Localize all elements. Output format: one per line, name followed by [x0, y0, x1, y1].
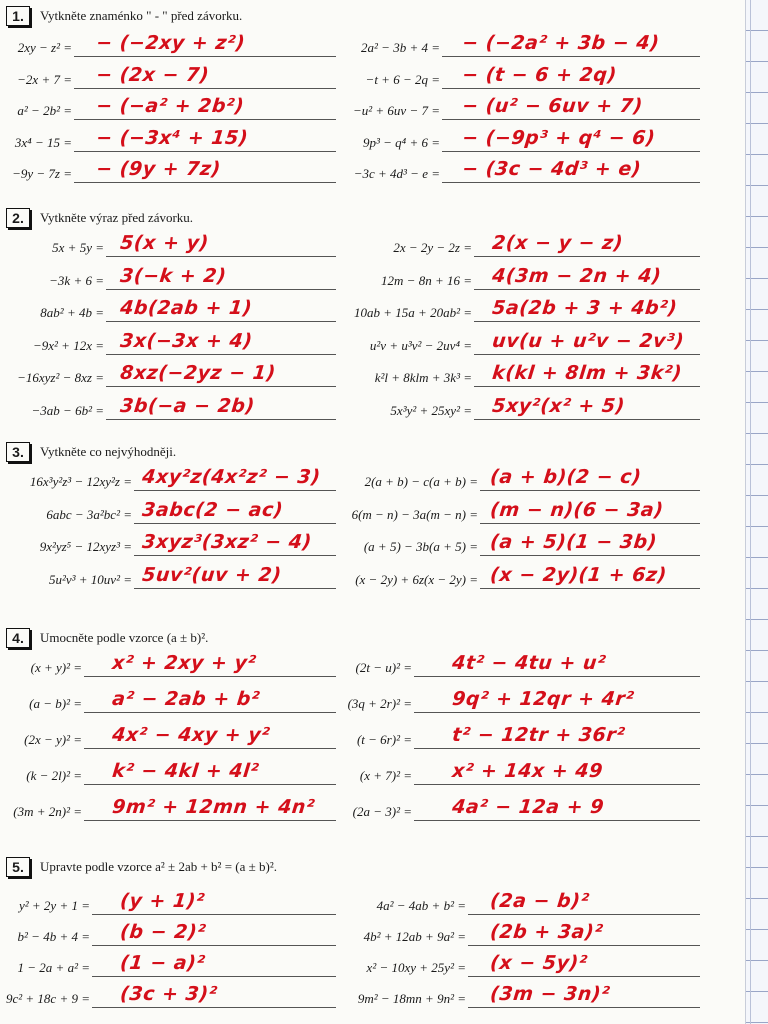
handwritten-answer: uv(u + u²v − 2v³)	[491, 329, 686, 352]
exercise-expression: 5x³y² + 25xy² =	[390, 402, 472, 418]
exercise-row	[0, 299, 745, 329]
exercise-expression: 5u²v³ + 10uv² =	[48, 571, 132, 587]
handwritten-answer: − (3c − 4d³ + e)	[461, 158, 643, 180]
exercise-row	[0, 364, 745, 394]
section-number: 4.	[6, 628, 30, 648]
exercise-expression: (x + 7)² =	[359, 768, 412, 783]
exercise-expression: 2xy − z² =	[17, 40, 72, 55]
handwritten-answer: − (t − 6 + 2q)	[461, 63, 618, 86]
exercise-expression: 6(m − n) − 3a(m − n) =	[351, 506, 478, 522]
exercise-row	[0, 264, 745, 297]
handwritten-answer: 9q² + 12qr + 4r²	[451, 688, 636, 710]
handwritten-answer: 3x(−3x + 4)	[119, 329, 254, 352]
exercise-row	[0, 892, 745, 922]
exercise-expression: (2a − 3)² =	[352, 804, 412, 819]
exercise-row	[0, 126, 745, 159]
handwritten-answer: 4t² − 4tu + u²	[451, 652, 608, 674]
section-number: 1.	[6, 6, 30, 26]
exercise-expression: −9x² + 12x =	[32, 337, 104, 353]
exercise-expression: a² − 2b² =	[17, 103, 72, 118]
section-header	[6, 857, 277, 877]
exercise-expression: (a − b)² =	[29, 696, 82, 711]
handwritten-answer: − (9y + 7z)	[95, 158, 222, 180]
exercise-row	[0, 329, 745, 362]
exercise-row	[0, 533, 745, 563]
exercise-expression: 9x²yz⁵ − 12xyz³ =	[39, 539, 132, 554]
handwritten-answer: 3xyz³(3xz² − 4)	[141, 531, 313, 553]
handwritten-answer: x² + 14x + 49	[451, 760, 604, 782]
exercise-expression: −3k + 6 =	[49, 272, 104, 288]
exercise-expression: (t − 6r)² =	[356, 732, 412, 747]
handwritten-answer: 3(−k + 2)	[119, 264, 228, 287]
exercise-expression: −u² + 6uv − 7 =	[352, 103, 440, 118]
exercise-expression: (2x − y)² =	[24, 732, 82, 747]
exercise-expression: y² + 2y + 1 =	[18, 898, 90, 913]
exercise-expression: −16xyz² − 8xz =	[17, 370, 104, 385]
exercise-expression: −2x + 7 =	[17, 71, 72, 87]
exercise-expression: 9m² − 18mn + 9n² =	[357, 991, 466, 1006]
exercise-expression: (x + y)² =	[30, 660, 82, 675]
exercise-expression: 10ab + 15a + 20ab² =	[354, 305, 472, 320]
section-instruction: Vytkněte znaménko " - " před závorku.	[40, 8, 243, 23]
exercise-expression: 16x³y²z³ − 12xy²z =	[29, 474, 132, 489]
handwritten-answer: − (−2xy + z²)	[95, 32, 247, 54]
section-instruction: Upravte podle vzorce a² ± 2ab + b² = (a ± b)².	[40, 859, 277, 874]
exercise-expression: (2t − u)² =	[355, 660, 412, 675]
handwritten-answer: (1 − a)²	[119, 952, 207, 974]
handwritten-answer: 3b(−a − 2b)	[119, 394, 256, 417]
exercise-row	[0, 954, 745, 984]
exercise-expression: b² − 4b + 4 =	[17, 929, 90, 944]
handwritten-answer: − (−2a² + 3b − 4)	[461, 32, 661, 54]
handwritten-answer: 4x² − 4xy + y²	[111, 724, 272, 746]
exercise-row	[0, 690, 745, 720]
handwritten-answer: k² − 4kl + 4l²	[111, 760, 261, 782]
exercise-row	[0, 563, 745, 596]
exercise-row	[0, 798, 745, 828]
exercise-expression: 2(a + b) − c(a + b) =	[364, 474, 478, 489]
handwritten-answer: 5(x + y)	[119, 232, 210, 254]
handwritten-answer: t² − 12tr + 36r²	[451, 724, 627, 746]
exercise-expression: −t + 6 − 2q =	[365, 71, 440, 87]
exercise-row	[0, 394, 745, 427]
exercise-row	[0, 762, 745, 792]
handwritten-answer: (y + 1)²	[119, 890, 206, 912]
handwritten-answer: 5xy²(x² + 5)	[491, 394, 626, 417]
handwritten-answer: k(kl + 8lm + 3k²)	[491, 362, 684, 384]
exercise-row	[0, 63, 745, 96]
exercise-expression: 5x + 5y =	[52, 240, 104, 255]
handwritten-answer: (3m − 3n)²	[489, 983, 612, 1005]
exercise-row	[0, 985, 745, 1015]
handwritten-answer: − (u² − 6uv + 7)	[461, 95, 644, 117]
exercise-expression: 8ab² + 4b =	[40, 305, 104, 320]
handwritten-answer: (b − 2)²	[119, 921, 208, 943]
section-number: 2.	[6, 208, 30, 228]
notebook-edge	[745, 0, 768, 1024]
section-header	[6, 6, 242, 26]
handwritten-answer: (a + 5)(1 − 3b)	[489, 531, 659, 553]
handwritten-answer: 4(3m − 2n + 4)	[491, 264, 663, 287]
exercise-expression: 12m − 8n + 16 =	[381, 272, 472, 288]
handwritten-answer: (3c + 3)²	[119, 983, 219, 1005]
exercise-row	[0, 97, 745, 127]
handwritten-answer: 8xz(−2yz − 1)	[119, 362, 277, 384]
exercise-expression: 2x − 2y − 2z =	[393, 240, 472, 255]
section-instruction: Vytkněte výraz před závorku.	[40, 210, 194, 225]
exercise-expression: (k − 2l)² =	[26, 768, 82, 783]
exercise-row	[0, 498, 745, 531]
section-header	[6, 208, 193, 228]
exercise-expression: (3m + 2n)² =	[13, 804, 82, 819]
exercise-row	[0, 160, 745, 190]
handwritten-answer: − (−3x⁴ + 15)	[95, 126, 250, 149]
handwritten-answer: 4xy²z(4x²z² − 3)	[141, 466, 322, 488]
handwritten-answer: 2(x − y − z)	[491, 232, 625, 254]
exercise-expression: 3x⁴ − 15 =	[14, 134, 72, 150]
exercise-expression: u²v + u³v² − 2uv⁴ =	[369, 337, 472, 353]
handwritten-answer: 9m² + 12mn + 4n²	[111, 796, 316, 818]
handwritten-answer: (x − 2y)(1 + 6z)	[489, 563, 668, 586]
exercise-row	[0, 923, 745, 953]
section-header	[6, 628, 208, 648]
handwritten-answer: (2a − b)²	[489, 890, 591, 912]
exercise-expression: x² − 10xy + 25y² =	[366, 960, 466, 975]
exercise-expression: 6abc − 3a²bc² =	[46, 506, 132, 522]
exercise-expression: 9c² + 18c + 9 =	[5, 991, 90, 1006]
exercise-expression: 9p³ − q⁴ + 6 =	[363, 134, 440, 150]
handwritten-answer: a² − 2ab + b²	[111, 688, 261, 710]
section-header	[6, 442, 176, 462]
handwritten-answer: (2b + 3a)²	[489, 921, 605, 943]
exercise-expression: (a + 5) − 3b(a + 5) =	[363, 539, 478, 554]
exercise-row	[0, 234, 745, 264]
handwritten-answer: 5uv²(uv + 2)	[141, 563, 283, 586]
handwritten-answer: x² + 2xy + y²	[111, 652, 258, 674]
exercise-row	[0, 468, 745, 498]
section-instruction: Vytkněte co nejvýhodněji.	[40, 444, 177, 459]
exercise-expression: −3ab − 6b² =	[31, 402, 104, 418]
exercise-expression: 2a² − 3b + 4 =	[361, 40, 440, 55]
exercise-expression: (3q + 2r)² =	[347, 696, 412, 711]
handwritten-answer: 3abc(2 − ac)	[141, 498, 285, 521]
handwritten-answer: − (2x − 7)	[95, 63, 211, 86]
section-number: 5.	[6, 857, 30, 877]
exercise-expression: 4a² − 4ab + b² =	[376, 898, 466, 913]
handwritten-answer: 4b(2ab + 1)	[119, 297, 254, 319]
handwritten-answer: (x − 5y)²	[489, 952, 589, 974]
section-instruction: Umocněte podle vzorce (a ± b)².	[40, 630, 209, 645]
exercise-expression: 4b² + 12ab + 9a² =	[363, 929, 466, 944]
exercise-row	[0, 726, 745, 756]
handwritten-answer: 5a(2b + 3 + 4b²)	[491, 297, 679, 319]
section-number: 3.	[6, 442, 30, 462]
exercise-expression: k²l + 8klm + 3k³ =	[374, 370, 472, 385]
handwritten-answer: 4a² − 12a + 9	[451, 796, 606, 818]
handwritten-answer: − (−9p³ + q⁴ − 6)	[461, 126, 657, 149]
exercise-expression: (x − 2y) + 6z(x − 2y) =	[355, 571, 478, 587]
exercise-expression: −9y − 7z =	[12, 166, 72, 181]
handwritten-answer: (a + b)(2 − c)	[489, 466, 643, 488]
exercise-expression: −3c + 4d³ − e =	[353, 166, 440, 181]
handwritten-answer: − (−a² + 2b²)	[95, 95, 246, 117]
exercise-row	[0, 34, 745, 64]
handwritten-answer: (m − n)(6 − 3a)	[489, 498, 665, 521]
exercise-row	[0, 654, 745, 684]
exercise-expression: 1 − 2a + a² =	[17, 960, 90, 975]
